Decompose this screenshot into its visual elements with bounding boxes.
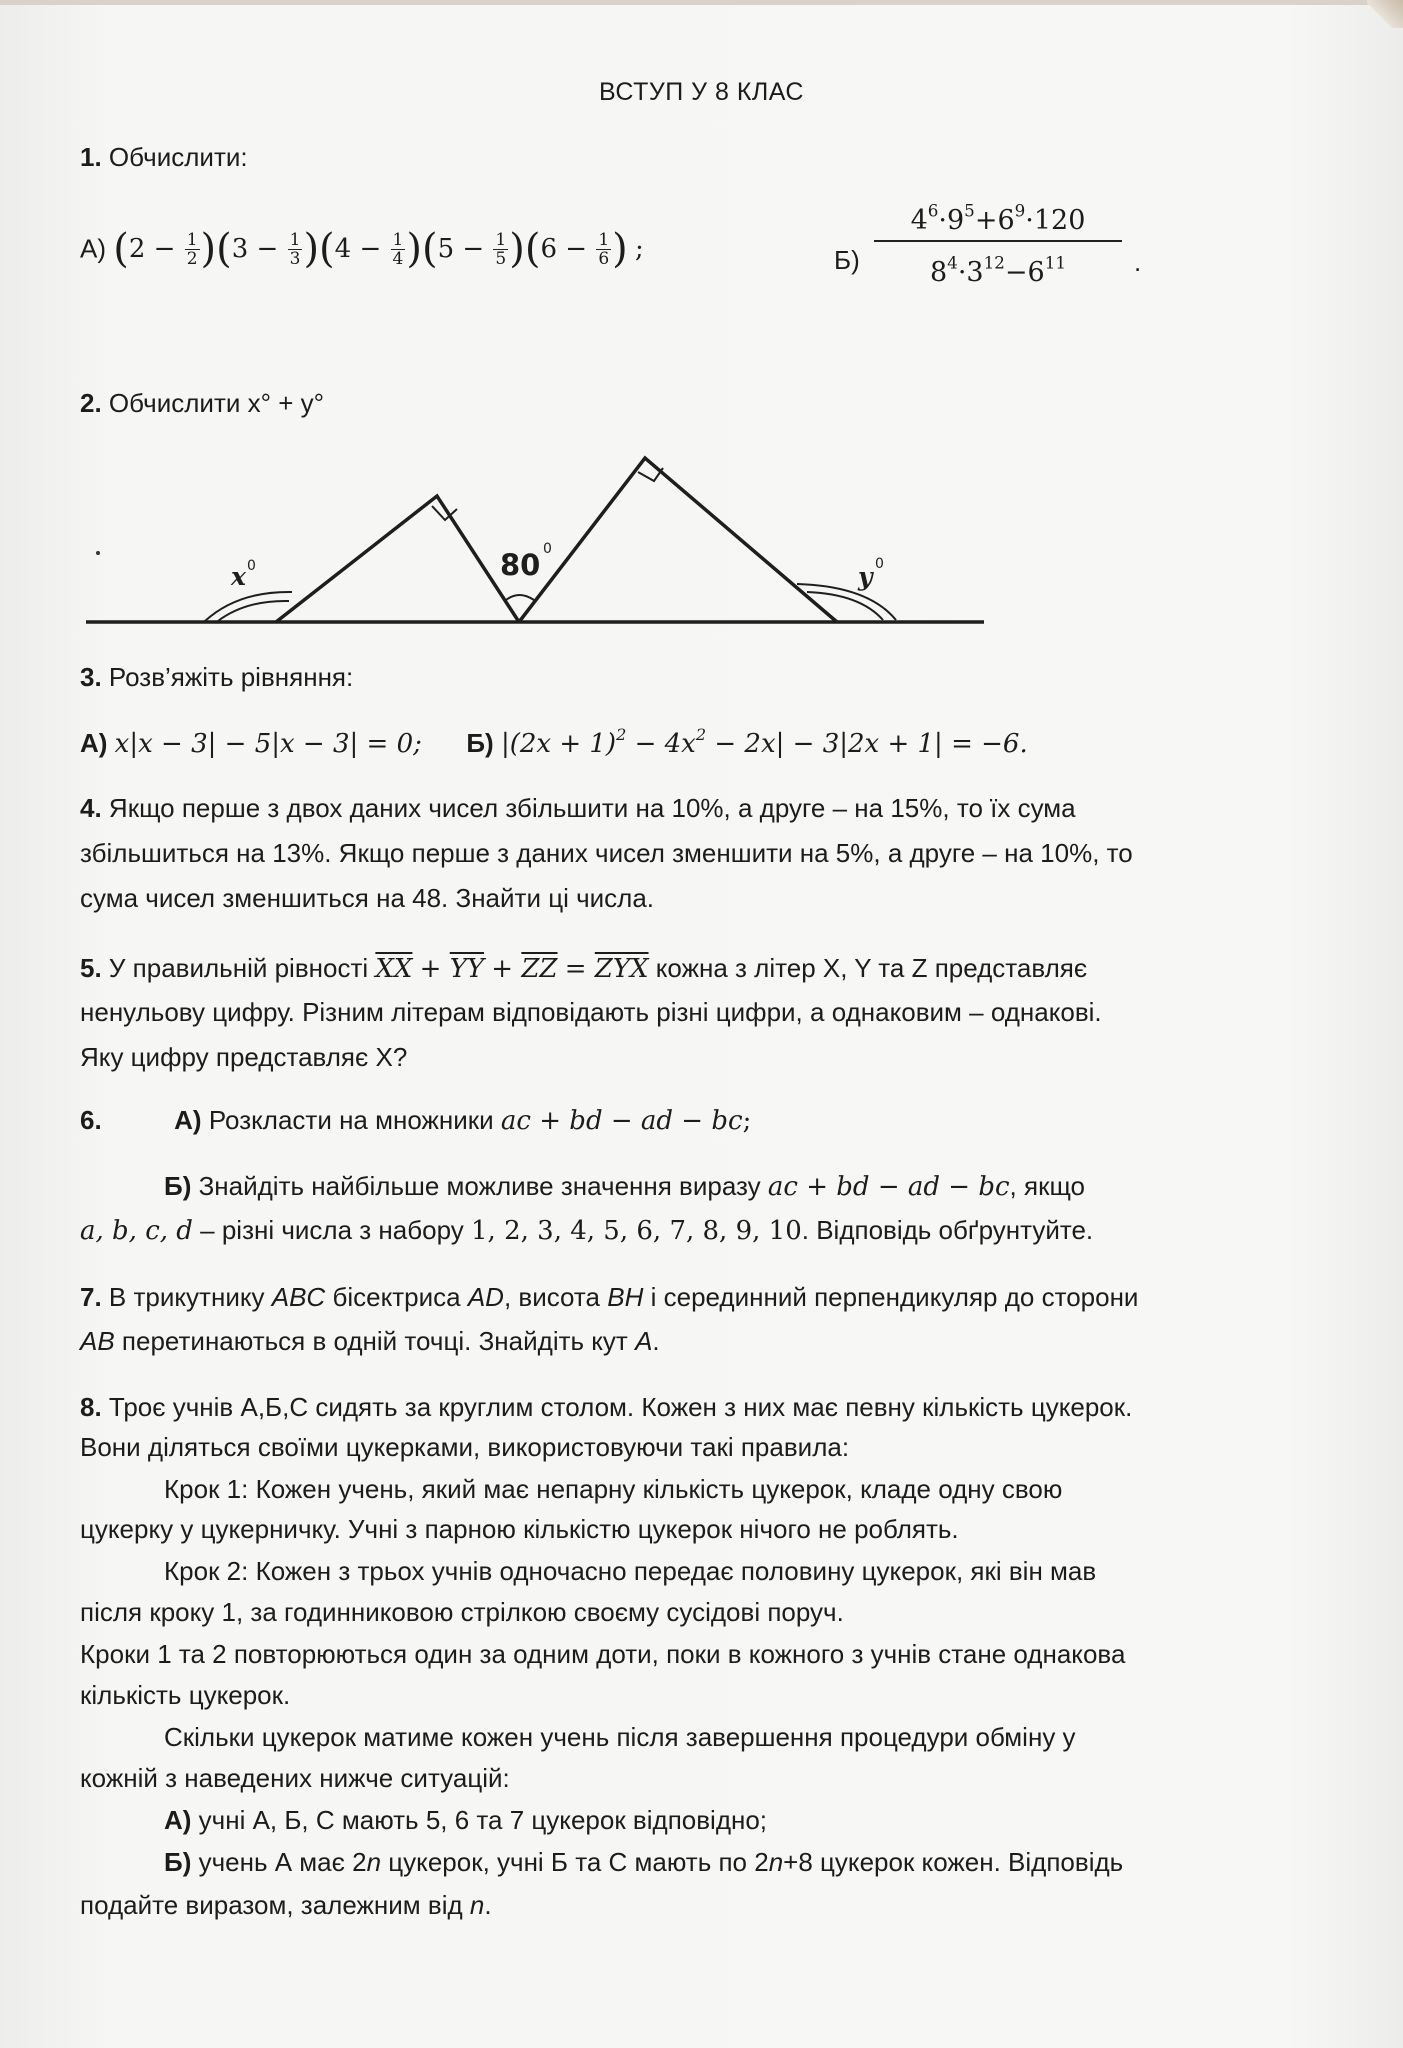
q4-text-1: Якщо перше з двох даних чисел збільшити на 10%, а друге – на 15%, то їх сума [108,793,1076,823]
q6-a-label: А) [174,1105,202,1135]
left-triangle [276,496,519,622]
q6-line-3: a, b, c, d – різні числа з набору 1, 2, 3, 4, 5, 6, 7, 8, 9, 10. Відповідь обґрунтуйте. [80,1215,1094,1246]
q1-a-fraction: $\frac{1}{2}$ [186,229,198,269]
q4-line-1 [80,787,1076,830]
q5-number: 5. [80,953,102,983]
q8-a-label: А) [164,1805,192,1835]
q7-abc: ABC [271,1282,326,1312]
q1-a-fraction: $\frac{1}{4}$ [392,229,404,269]
q1-number: 1. [80,142,102,172]
q8-repeat-line-2: кількість цукерок. [80,1680,291,1710]
q8-line-1: 8. Троє учнів А,Б,С сидять за круглим столом. Кожен з них має певну кількість цукерок. [80,1392,1133,1422]
q6-b-text: Знайдіть найбільше можливе значення виразу [198,1171,761,1201]
q3-a-label: А) [80,728,108,758]
label-x: x [231,562,246,591]
label-80: 80 [500,548,541,582]
q1-a-fraction: $\frac{1}{3}$ [289,229,301,269]
label-y-degree: 0 [875,556,884,572]
q6-a-expression: ac + bd − ad − bc [500,1106,743,1136]
q7-number: 7. [80,1282,102,1312]
q3-a-equation: x|x − 3| − 5|x − 3| = 0; [114,729,422,759]
right-triangle [519,458,837,622]
q7-a: A [635,1326,653,1356]
label-x-degree: 0 [247,558,256,574]
q8-number: 8. [80,1392,102,1422]
q5-rest: кожна з літер X, Y та Z представляє [655,953,1088,983]
q8-part-b-line-2: подайте виразом, залежним від n. [80,1890,492,1920]
page-title: ВСТУП У 8 КЛАС [599,78,804,106]
q3-b-equation: $|(2x + 1)^2 - 4x^2 - 2x| - 3|2x + 1| = -6$. [500,724,1028,759]
angle-80-arc [506,595,534,600]
q1-b-label: Б) [834,245,860,275]
q8-part-b-line-1: Б) учень А має 2n цукерок, учні Б та С мають по 2n+8 цукерок кожен. Відповідь [164,1847,1124,1877]
q8-part-a: А) учні А, Б, С мають 5, 6 та 7 цукерок відповідно; [164,1805,768,1835]
q6-vars: a, b, c, d [80,1216,193,1246]
q4-number: 4. [80,793,102,823]
q1-a-term-1: (2 − $\frac{1}{2}$ ) [113,226,217,272]
q5-zz: $\overline{ZZ}$ [521,954,558,984]
q6-line-2: Б) Знайдіть найбільше можливе значення виразу ac + bd − ad − bc, якщо [164,1171,1086,1202]
q8-line-2: Вони діляться своїми цукерками, використовуючи такі правила: [80,1432,850,1462]
q5-line-3: Яку цифру представляє X? [80,1042,408,1072]
q3-heading [80,656,353,699]
q5-xx: $\overline{XX}$ [375,954,413,984]
stray-dot [96,551,100,555]
q7-bh: BH [607,1282,644,1312]
q1-a-fraction: $\frac{1}{6}$ [598,229,610,269]
q1-a-term-5: (6 − $\frac{1}{6}$ ) [524,226,628,272]
q6-line-1: 6. А) Розкласти на множники ac + bd − ad − bc; [80,1105,752,1136]
q2-diagram [0,0,1403,660]
q5-zyx: $\overline{ZYX}$ [594,954,649,984]
q8-question-line-1: Скільки цукерок матиме кожен учень після завершення процедури обміну у [164,1722,1076,1752]
q8-question-line-2: кожній з наведених нижче ситуацій: [80,1763,510,1793]
q4-line-3: сума чисел зменшиться на 48. Знайти ці числа. [80,883,655,913]
q1-b-numerator: $4^6\cdot 9^5+6^9\cdot 120$ [874,205,1122,242]
q6-a-text: Розкласти на множники [208,1105,494,1135]
label-80-degree: 0 [543,541,552,557]
q2-number: 2. [80,388,102,418]
q7-ab: AB [80,1326,115,1356]
q7-ad: AD [467,1282,504,1312]
label-y: y [858,562,873,591]
q1-text: Обчислити: [108,142,248,172]
q1-b-end: . [1134,247,1142,277]
q4-line-2: збільшиться на 13%. Якщо перше з даних чисел зменшити на 5%, а друге – на 10%, то [80,838,1133,868]
q3-equations [80,722,1028,766]
q1-a-fraction: $\frac{1}{5}$ [495,229,507,269]
q5-line-2: ненульову цифру. Різним літерам відповідають різні цифри, а однаковим – однакові. [80,997,1102,1027]
q5-line-1: 5. У правильній рівності $\overline{XX} + \overline{YY} + \overline{ZZ} = \overline{ZYX}$ кожна з літер X, Y та Z представляє [80,953,1088,984]
q2-text: Обчислити x° + y° [108,388,325,418]
q8-step1-line-2: цукерку у цукерничку. Учні з парною кількістю цукерок нічого не роблять. [80,1514,959,1544]
q8-b-label: Б) [164,1847,192,1877]
q6-b-label: Б) [164,1171,192,1201]
q8-step2-line-2: після кроку 1, за годинниковою стрілкою своєму сусідові поруч. [80,1597,844,1627]
q7-line-2: AB перетинаються в одній точці. Знайдіть кут A. [80,1326,660,1356]
q6-set: 1, 2, 3, 4, 5, 6, 7, 8, 9, 10 [471,1216,802,1246]
q8-step1-line-1: Крок 1: Кожен учень, який має непарну кількість цукерок, кладе одну свою [164,1474,1063,1504]
q1-a-term-2: (3 − $\frac{1}{3}$ ) [216,226,320,272]
q6-b-expression: ac + bd − ad − bc [767,1172,1010,1202]
q8-step2-line-1: Крок 2: Кожен з трьох учнів одночасно передає половину цукерок, які він мав [164,1556,1097,1586]
q1-b-denominator: $8^4\cdot 3^{12}-6^{11}$ [929,252,1066,288]
q5-intro: У правильній рівності [108,953,369,983]
q1-a-label: А) [80,233,106,264]
q3-b-label: Б) [466,728,494,758]
q3-number: 3. [80,662,102,692]
q6-number: 6. [80,1105,102,1135]
q7-line-1: 7. В трикутнику ABC бісектриса AD, висота BH і серединний перпендикуляр до сторони [80,1282,1139,1312]
q1-a-term-4: (5 − $\frac{1}{5}$ ) [421,226,525,272]
q1-a-term-3: (4 − $\frac{1}{4}$ ) [319,226,422,272]
q8-repeat-line-1: Кроки 1 та 2 повторюються один за одним доти, поки в кожного з учнів стане однакова [80,1639,1126,1669]
q3-text: Розв’яжіть рівняння: [108,662,354,692]
q1-a-end: ; [635,234,644,264]
q5-yy: $\overline{YY}$ [449,954,485,984]
